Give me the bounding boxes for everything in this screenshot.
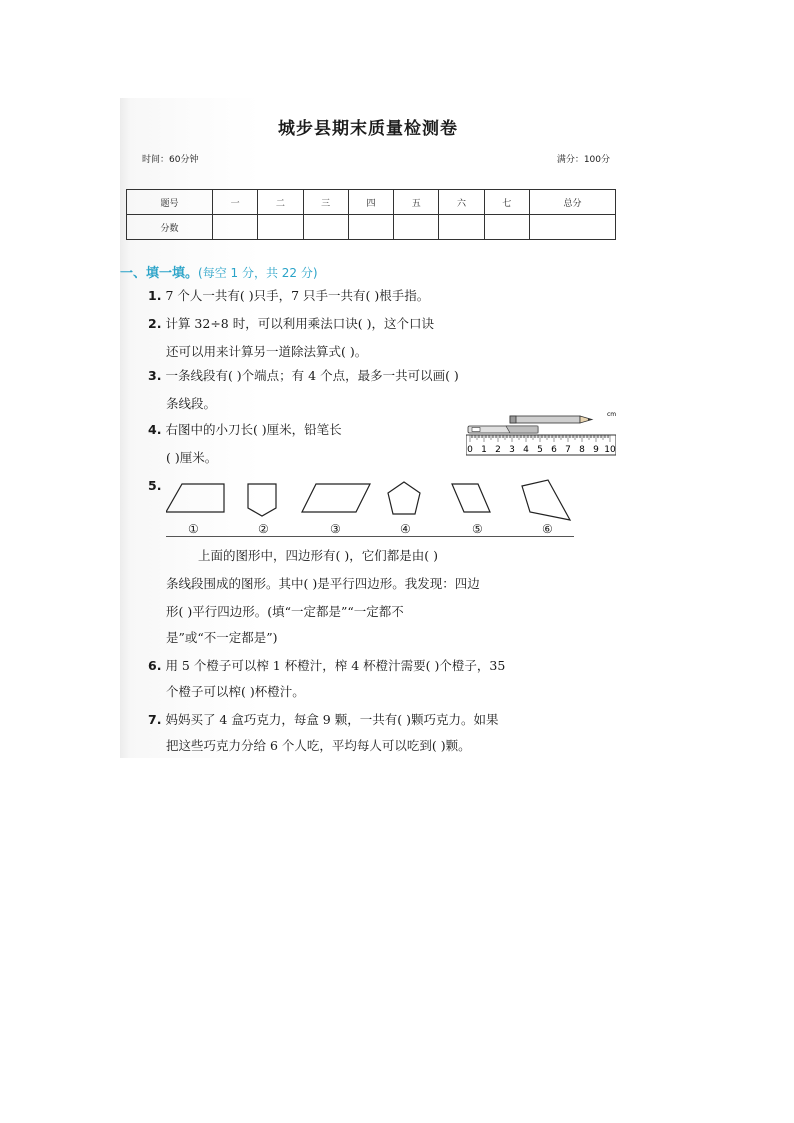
exam-time: 时间：60分钟 xyxy=(142,155,199,165)
page-title: 城步县期末质量检测卷 xyxy=(278,119,458,139)
ruler-tick-label: 0 xyxy=(467,445,473,455)
ruler-figure xyxy=(466,410,616,458)
shape-3-parallelogram xyxy=(302,484,370,512)
question-5-line-3: 形( )平行四边形。(填“一定都是”“一定都不 xyxy=(166,604,404,619)
ruler-tick-label: 1 xyxy=(481,445,487,455)
question-number: 6. xyxy=(148,658,162,673)
question-4 xyxy=(148,416,342,444)
question-number: 3. xyxy=(148,368,162,383)
question-3 xyxy=(148,362,459,390)
shape-4-pentagon xyxy=(388,482,420,514)
shape-2-pentagon-arrow xyxy=(248,484,276,516)
question-5-line-1: 上面的图形中，四边形有( )，它们都是由( ) xyxy=(198,548,438,563)
score-entry-cell[interactable] xyxy=(529,215,615,240)
question-text: 一条线段有( )个端点；有 4 个点，最多一共可以画( ) xyxy=(165,368,459,383)
question-number: 5. xyxy=(148,478,162,493)
shape-6-quadrilateral xyxy=(522,480,570,520)
question-1 xyxy=(148,282,429,310)
question-text: 7 个人一共有( )只手，7 只手一共有( )根手指。 xyxy=(165,288,430,303)
question-number: 4. xyxy=(148,422,162,437)
question-number: 1. xyxy=(148,288,162,303)
shape-1-trapezoid xyxy=(166,484,224,512)
table-cell: 题号 xyxy=(127,190,213,215)
knife-icon xyxy=(468,426,538,433)
question-7 xyxy=(148,706,498,734)
question-4-line-2: ( )厘米。 xyxy=(166,450,218,465)
question-6 xyxy=(148,652,505,680)
ruler-tick-label: 10 xyxy=(604,445,616,455)
ruler-tick-label: 3 xyxy=(509,445,515,455)
shapes-figure xyxy=(166,478,574,540)
table-cell: 七 xyxy=(484,190,529,215)
ruler-tick-label: 6 xyxy=(551,445,557,455)
section-heading xyxy=(120,262,318,281)
question-3-line-2: 条线段。 xyxy=(166,396,217,411)
question-text: 计算 32÷8 时，可以利用乘法口诀( )，这个口诀 xyxy=(165,316,434,331)
section-note: (每空 1 分，共 22 分) xyxy=(198,266,318,280)
score-table-header-row xyxy=(127,190,616,215)
question-number: 7. xyxy=(148,712,162,727)
pencil-icon xyxy=(510,416,592,423)
question-5 xyxy=(148,472,161,500)
score-table xyxy=(126,189,616,240)
table-cell: 六 xyxy=(439,190,484,215)
table-cell: 五 xyxy=(394,190,439,215)
shape-5-parallelogram xyxy=(452,484,490,512)
score-entry-cell[interactable] xyxy=(303,215,348,240)
score-entry-cell[interactable] xyxy=(348,215,393,240)
shape-label: ⑥ xyxy=(542,522,553,536)
ruler-tick-label: 8 xyxy=(579,445,585,455)
ruler-unit: cm xyxy=(607,411,616,418)
question-text: 右图中的小刀长( )厘米，铅笔长 xyxy=(165,422,342,437)
table-cell: 四 xyxy=(348,190,393,215)
shape-label: ② xyxy=(258,522,269,536)
score-entry-cell[interactable] xyxy=(394,215,439,240)
question-7-line-2: 把这些巧克力分给 6 个人吃，平均每人可以吃到( )颗。 xyxy=(166,738,471,753)
question-6-line-2: 个橙子可以榨( )杯橙汁。 xyxy=(166,684,305,699)
table-cell: 一 xyxy=(212,190,257,215)
question-text: 妈妈买了 4 盒巧克力，每盒 9 颗，一共有( )颗巧克力。如果 xyxy=(165,712,499,727)
shape-label: ④ xyxy=(400,522,411,536)
score-entry-cell[interactable] xyxy=(258,215,303,240)
shape-baseline xyxy=(166,536,574,537)
table-cell: 总分 xyxy=(529,190,615,215)
ruler-tick-label: 4 xyxy=(523,445,529,455)
question-2 xyxy=(148,310,434,338)
question-number: 2. xyxy=(148,316,162,331)
score-table-score-row xyxy=(127,215,616,240)
table-cell: 三 xyxy=(303,190,348,215)
shape-label: ① xyxy=(188,522,199,536)
ruler-tick-label: 7 xyxy=(565,445,571,455)
exam-sheet xyxy=(120,98,616,758)
table-cell: 二 xyxy=(258,190,303,215)
question-text: 用 5 个橙子可以榨 1 杯橙汁，榨 4 杯橙汁需要( )个橙子，35 xyxy=(165,658,506,673)
score-entry-cell[interactable] xyxy=(439,215,484,240)
table-cell: 分数 xyxy=(127,215,213,240)
full-score: 满分：100分 xyxy=(556,155,610,165)
question-2-line-2: 还可以用来计算另一道除法算式( )。 xyxy=(166,344,368,359)
question-5-line-2: 条线段围成的图形。其中( )是平行四边形。我发现：四边 xyxy=(166,576,480,591)
score-entry-cell[interactable] xyxy=(484,215,529,240)
ruler-tick-label: 5 xyxy=(537,445,543,455)
shape-label: ③ xyxy=(330,522,341,536)
score-entry-cell[interactable] xyxy=(212,215,257,240)
ruler-tick-label: 2 xyxy=(495,445,501,455)
shape-label: ⑤ xyxy=(472,522,483,536)
section-title: 一、填一填。 xyxy=(120,266,199,281)
question-5-line-4: 是”或“不一定都是”) xyxy=(166,630,278,645)
ruler-tick-label: 9 xyxy=(593,445,599,455)
